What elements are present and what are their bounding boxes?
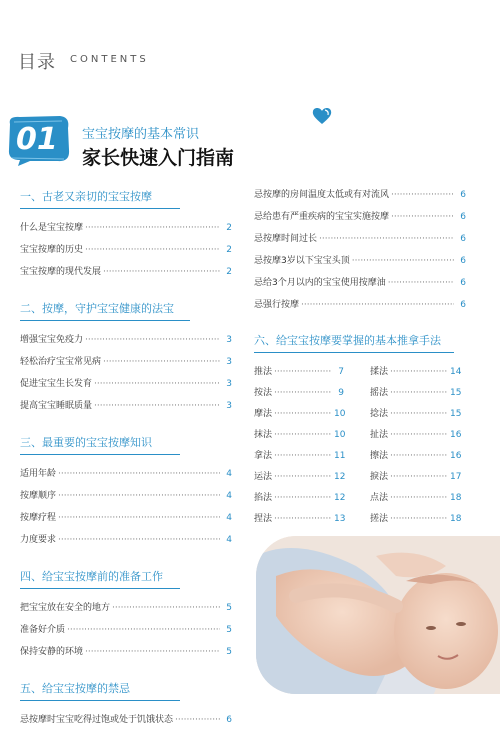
toc-entry[interactable]: 擦法 ····· 16 [370,448,460,461]
section-title: 一、古老又亲切的宝宝按摩 [20,190,152,203]
technique-list [254,364,466,524]
section-underline [254,352,454,353]
toc-entry[interactable]: 扯法 ····· 16 [370,427,460,440]
section-title: 六、给宝宝按摩要掌握的基本推拿手法 [254,334,441,347]
technique-column [370,364,460,524]
toc-entry[interactable]: 忌给3个月以内的宝宝使用按摩油 ····· 6 [254,275,466,288]
toc-entry[interactable]: 忌按摩时宝宝吃得过饱或处于饥饿状态 ····· 6 [20,712,232,725]
toc-entry[interactable]: 什么是宝宝按摩 ····· 2 [20,220,232,233]
toc-entry[interactable]: 运法 ····· 12 [254,469,344,482]
toc-entry[interactable]: 宝宝按摩的现代发展 ····· 2 [20,264,232,277]
toc-entry[interactable]: 捩法 ····· 17 [370,469,460,482]
toc-entry[interactable]: 增强宝宝免疫力 ····· 3 [20,332,232,345]
toc-entry[interactable]: 忌按摩3岁以下宝宝头顶 ····· 6 [254,253,466,266]
section-title: 四、给宝宝按摩前的准备工作 [20,570,163,583]
section-underline [20,700,180,701]
right-toc-column [254,187,466,524]
chapter-number: 01 [16,122,58,157]
toc-entry[interactable]: 按摩顺序 ····· 4 [20,488,232,501]
toc-entry[interactable]: 忌按摩时间过长 ····· 6 [254,231,466,244]
toc-entry[interactable]: 点法 ····· 18 [370,490,460,503]
toc-entry[interactable]: 宝宝按摩的历史 ····· 2 [20,242,232,255]
toc-entry[interactable]: 提高宝宝睡眠质量 ····· 3 [20,398,232,411]
toc-entry[interactable]: 捏法 ····· 13 [254,511,344,524]
section-title: 五、给宝宝按摩的禁忌 [20,682,130,695]
toc-entry[interactable]: 捻法 ····· 15 [370,406,460,419]
toc-entry[interactable]: 搓法 ····· 18 [370,511,460,524]
toc-entry[interactable]: 准备好介质 ····· 5 [20,622,232,635]
toc-entry[interactable]: 忌给患有严重疾病的宝宝实施按摩 ····· 6 [254,209,466,222]
section-underline [20,454,180,455]
toc-entry[interactable]: 按法 ····· 9 [254,385,344,398]
toc-entry[interactable]: 抹法 ····· 10 [254,427,344,440]
page-title-english: CONTENTS [70,54,149,65]
toc-entry[interactable]: 推法 ····· 7 [254,364,344,377]
toc-entry[interactable]: 按摩疗程 ····· 4 [20,510,232,523]
toc-entry[interactable]: 把宝宝放在安全的地方 ····· 5 [20,600,232,613]
page-title: 目录 [18,52,56,73]
toc-entry[interactable]: 忌强行按摩 ····· 6 [254,297,466,310]
chapter-subtitle: 宝宝按摩的基本常识 [82,127,200,142]
toc-entry[interactable]: 摇法 ····· 15 [370,385,460,398]
toc-entry[interactable]: 忌按摩的房间温度太低或有对流风 ····· 6 [254,187,466,200]
section-title: 二、按摩，守护宝宝健康的法宝 [20,302,174,315]
section-underline [20,588,180,589]
toc-entry[interactable]: 拿法 ····· 11 [254,448,344,461]
heart-icon [312,107,332,129]
left-toc-column [20,188,232,725]
toc-entry[interactable]: 保持安静的环境 ····· 5 [20,644,232,657]
section-underline [20,320,190,321]
chapter-title: 家长快速入门指南 [82,147,235,169]
baby-massage-photo [256,536,500,694]
toc-entry[interactable]: 掐法 ····· 12 [254,490,344,503]
section-underline [20,208,180,209]
toc-entry[interactable]: 揉法 ····· 14 [370,364,460,377]
chapter-badge [4,114,72,166]
toc-entry[interactable]: 轻松治疗宝宝常见病 ····· 3 [20,354,232,367]
toc-entry[interactable]: 促进宝宝生长发育 ····· 3 [20,376,232,389]
toc-entry[interactable]: 力度要求 ····· 4 [20,532,232,545]
toc-entry[interactable]: 摩法 ····· 10 [254,406,344,419]
toc-entry[interactable]: 适用年龄 ····· 4 [20,466,232,479]
section-title: 三、最重要的宝宝按摩知识 [20,436,152,449]
technique-column [254,364,344,524]
